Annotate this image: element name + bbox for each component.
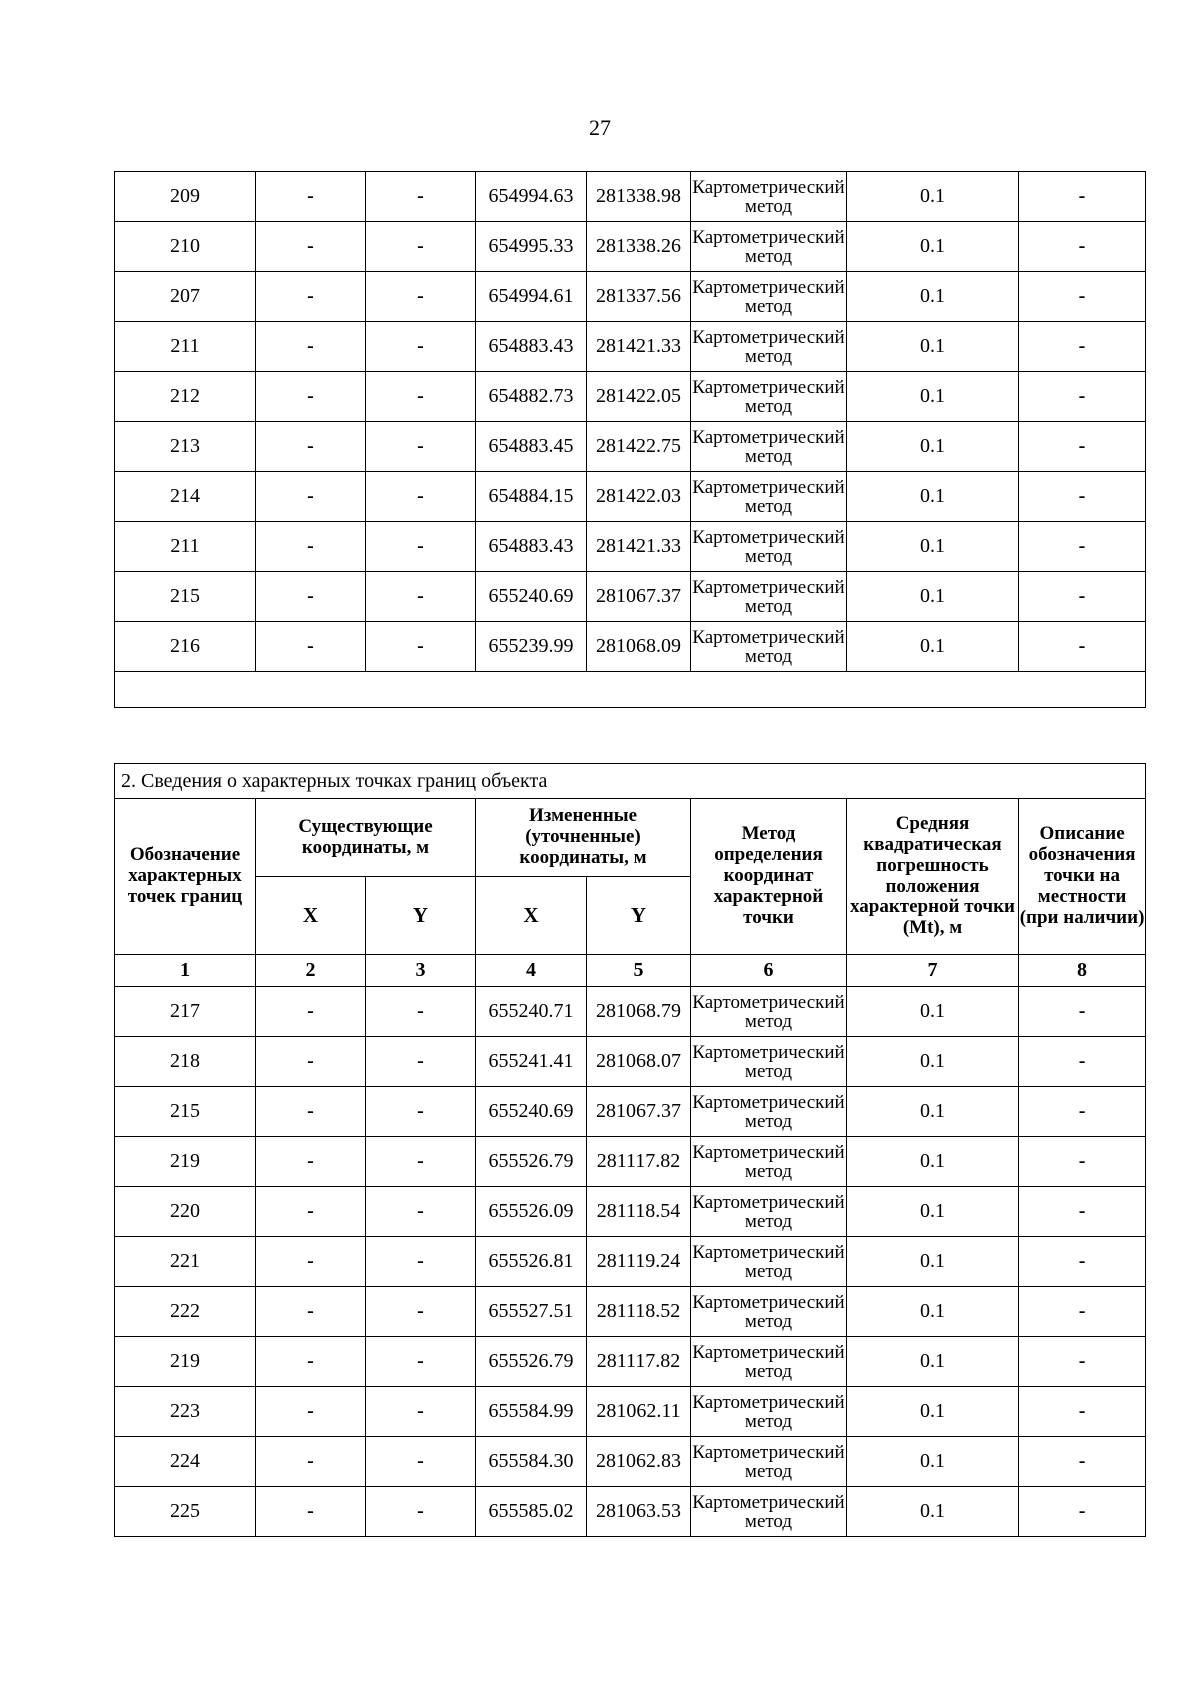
header-description: Описание обозначения точки на местности (при наличии): [1019, 799, 1146, 955]
cell-x: 654994.63: [476, 172, 587, 222]
cell-mt: 0.1: [847, 1337, 1019, 1387]
table-row: [115, 422, 1146, 472]
cell-mt: 0.1: [847, 422, 1019, 472]
cell-method: Картометрический метод: [691, 172, 847, 222]
cell-x: 654994.61: [476, 272, 587, 322]
cell-point: 217: [115, 987, 256, 1037]
cell-existing-x: -: [256, 1287, 366, 1337]
cell-point: 213: [115, 422, 256, 472]
table-caption-row: [115, 764, 1146, 799]
cell-existing-y: -: [366, 522, 476, 572]
cell-existing-y: -: [366, 622, 476, 672]
table-row: [115, 522, 1146, 572]
cell-existing-x: -: [256, 1387, 366, 1437]
boundary-points-table: [114, 763, 1146, 1537]
table-row: [115, 472, 1146, 522]
cell-existing-y: -: [366, 1337, 476, 1387]
cell-method: Картометрический метод: [691, 272, 847, 322]
cell-x: 654884.15: [476, 472, 587, 522]
cell-method: Картометрический метод: [691, 1187, 847, 1237]
cell-mt: 0.1: [847, 222, 1019, 272]
header-changed-coords: Измененные (уточненные) координаты, м: [476, 799, 691, 877]
cell-description: -: [1019, 1137, 1146, 1187]
cell-y: 281062.11: [587, 1387, 691, 1437]
cell-x: 655526.79: [476, 1137, 587, 1187]
cell-y: 281118.52: [587, 1287, 691, 1337]
cell-x: 655240.69: [476, 572, 587, 622]
cell-existing-x: -: [256, 1087, 366, 1137]
cell-description: -: [1019, 1437, 1146, 1487]
cell-description: -: [1019, 1037, 1146, 1087]
cell-mt: 0.1: [847, 622, 1019, 672]
cell-method: Картометрический метод: [691, 1487, 847, 1537]
table-row: [115, 622, 1146, 672]
cell-method: Картометрический метод: [691, 572, 847, 622]
cell-description: -: [1019, 1337, 1146, 1387]
table-row: [115, 1487, 1146, 1537]
cell-method: Картометрический метод: [691, 222, 847, 272]
column-number: 5: [587, 955, 691, 987]
cell-y: 281119.24: [587, 1237, 691, 1287]
cell-existing-x: -: [256, 522, 366, 572]
cell-y: 281118.54: [587, 1187, 691, 1237]
cell-point: 216: [115, 622, 256, 672]
cell-existing-y: -: [366, 272, 476, 322]
cell-method: Картометрический метод: [691, 1287, 847, 1337]
cell-method: Картометрический метод: [691, 522, 847, 572]
column-number: 2: [256, 955, 366, 987]
cell-method: Картометрический метод: [691, 322, 847, 372]
cell-method: Картометрический метод: [691, 622, 847, 672]
cell-existing-x: -: [256, 1187, 366, 1237]
cell-y: 281068.07: [587, 1037, 691, 1087]
cell-existing-x: -: [256, 1437, 366, 1487]
cell-existing-x: -: [256, 1337, 366, 1387]
cell-existing-x: -: [256, 1487, 366, 1537]
cell-x: 654995.33: [476, 222, 587, 272]
cell-description: -: [1019, 322, 1146, 372]
cell-x: 655527.51: [476, 1287, 587, 1337]
cell-description: -: [1019, 987, 1146, 1037]
cell-y: 281067.37: [587, 572, 691, 622]
cell-y: 281422.03: [587, 472, 691, 522]
cell-description: -: [1019, 472, 1146, 522]
cell-mt: 0.1: [847, 987, 1019, 1037]
cell-x: 655239.99: [476, 622, 587, 672]
table-row: [115, 272, 1146, 322]
cell-point: 214: [115, 472, 256, 522]
cell-mt: 0.1: [847, 1437, 1019, 1487]
cell-mt: 0.1: [847, 1387, 1019, 1437]
cell-existing-y: -: [366, 1287, 476, 1337]
cell-mt: 0.1: [847, 1287, 1019, 1337]
cell-method: Картометрический метод: [691, 472, 847, 522]
cell-existing-y: -: [366, 322, 476, 372]
table-row: [115, 1287, 1146, 1337]
column-number: 4: [476, 955, 587, 987]
cell-x: 655241.41: [476, 1037, 587, 1087]
column-number: 1: [115, 955, 256, 987]
cell-y: 281062.83: [587, 1437, 691, 1487]
table-row: [115, 572, 1146, 622]
cell-existing-y: -: [366, 572, 476, 622]
column-number: 6: [691, 955, 847, 987]
cell-existing-y: -: [366, 1137, 476, 1187]
cell-x: 655526.79: [476, 1337, 587, 1387]
table-row: [115, 322, 1146, 372]
cell-existing-x: -: [256, 422, 366, 472]
cell-description: -: [1019, 1237, 1146, 1287]
cell-description: -: [1019, 422, 1146, 472]
header-existing-coords: Существующие координаты, м: [256, 799, 476, 877]
cell-existing-y: -: [366, 472, 476, 522]
cell-x: 655240.71: [476, 987, 587, 1037]
header-method: Метод определения координат характерной точки: [691, 799, 847, 955]
cell-point: 211: [115, 322, 256, 372]
cell-existing-x: -: [256, 1037, 366, 1087]
cell-mt: 0.1: [847, 1237, 1019, 1287]
cell-y: 281067.37: [587, 1087, 691, 1137]
cell-method: Картометрический метод: [691, 1137, 847, 1187]
cell-point: 222: [115, 1287, 256, 1337]
cell-mt: 0.1: [847, 272, 1019, 322]
cell-x: 655526.81: [476, 1237, 587, 1287]
cell-existing-y: -: [366, 987, 476, 1037]
table-row: [115, 1337, 1146, 1387]
cell-mt: 0.1: [847, 322, 1019, 372]
cell-existing-x: -: [256, 1237, 366, 1287]
table-row: [115, 372, 1146, 422]
cell-description: -: [1019, 372, 1146, 422]
cell-x: 654883.43: [476, 522, 587, 572]
cell-x: 655526.09: [476, 1187, 587, 1237]
cell-existing-y: -: [366, 1087, 476, 1137]
cell-x: 655584.30: [476, 1437, 587, 1487]
cell-existing-x: -: [256, 987, 366, 1037]
cell-existing-x: -: [256, 272, 366, 322]
cell-y: 281421.33: [587, 322, 691, 372]
cell-y: 281117.82: [587, 1337, 691, 1387]
table-top-body: [115, 172, 1146, 672]
table-row: [115, 1387, 1146, 1437]
coordinates-table-continued: [114, 171, 1146, 708]
cell-mt: 0.1: [847, 1087, 1019, 1137]
cell-y: 281338.98: [587, 172, 691, 222]
cell-method: Картометрический метод: [691, 1387, 847, 1437]
cell-point: 215: [115, 1087, 256, 1137]
cell-existing-y: -: [366, 422, 476, 472]
cell-existing-x: -: [256, 572, 366, 622]
cell-method: Картометрический метод: [691, 422, 847, 472]
cell-y: 281421.33: [587, 522, 691, 572]
header-mt: Средняя квадратическая погрешность положения характерной точки (Mt), м: [847, 799, 1019, 955]
cell-method: Картометрический метод: [691, 1237, 847, 1287]
cell-y: 281068.79: [587, 987, 691, 1037]
header-existing-y: Y: [366, 877, 476, 955]
cell-existing-x: -: [256, 1137, 366, 1187]
cell-y: 281068.09: [587, 622, 691, 672]
table-row: [115, 1437, 1146, 1487]
table-row: [115, 172, 1146, 222]
cell-method: Картометрический метод: [691, 1437, 847, 1487]
cell-existing-x: -: [256, 172, 366, 222]
cell-description: -: [1019, 1487, 1146, 1537]
cell-point: 219: [115, 1337, 256, 1387]
cell-existing-y: -: [366, 1487, 476, 1537]
cell-point: 219: [115, 1137, 256, 1187]
cell-mt: 0.1: [847, 1187, 1019, 1237]
cell-existing-y: -: [366, 1437, 476, 1487]
cell-existing-x: -: [256, 322, 366, 372]
cell-mt: 0.1: [847, 572, 1019, 622]
cell-description: -: [1019, 1387, 1146, 1437]
cell-description: -: [1019, 222, 1146, 272]
cell-y: 281063.53: [587, 1487, 691, 1537]
cell-description: -: [1019, 1087, 1146, 1137]
header-existing-x: X: [256, 877, 366, 955]
table-row: [115, 222, 1146, 272]
cell-method: Картометрический метод: [691, 1037, 847, 1087]
cell-existing-y: -: [366, 372, 476, 422]
cell-mt: 0.1: [847, 472, 1019, 522]
cell-x: 655584.99: [476, 1387, 587, 1437]
cell-y: 281422.05: [587, 372, 691, 422]
cell-point: 221: [115, 1237, 256, 1287]
column-number-row: [115, 955, 1146, 987]
cell-existing-y: -: [366, 1187, 476, 1237]
cell-point: 207: [115, 272, 256, 322]
cell-description: -: [1019, 572, 1146, 622]
header-row-1: [115, 799, 1146, 877]
cell-y: 281337.56: [587, 272, 691, 322]
table-bottom-body: [115, 987, 1146, 1537]
cell-method: Картометрический метод: [691, 1337, 847, 1387]
cell-description: -: [1019, 272, 1146, 322]
cell-existing-y: -: [366, 1387, 476, 1437]
column-number: 7: [847, 955, 1019, 987]
cell-mt: 0.1: [847, 372, 1019, 422]
cell-x: 655585.02: [476, 1487, 587, 1537]
header-changed-x: X: [476, 877, 587, 955]
cell-point: 212: [115, 372, 256, 422]
cell-x: 654883.45: [476, 422, 587, 472]
cell-mt: 0.1: [847, 1137, 1019, 1187]
table-row: [115, 1087, 1146, 1137]
cell-description: -: [1019, 172, 1146, 222]
cell-point: 225: [115, 1487, 256, 1537]
table-row: [115, 1037, 1146, 1087]
cell-x: 654883.43: [476, 322, 587, 372]
cell-existing-x: -: [256, 472, 366, 522]
cell-point: 210: [115, 222, 256, 272]
cell-mt: 0.1: [847, 1487, 1019, 1537]
table-row: [115, 1187, 1146, 1237]
page-number: 27: [589, 115, 611, 140]
cell-x: 655240.69: [476, 1087, 587, 1137]
cell-y: 281422.75: [587, 422, 691, 472]
header-changed-y: Y: [587, 877, 691, 955]
column-number: 3: [366, 955, 476, 987]
cell-point: 215: [115, 572, 256, 622]
table-row: [115, 1237, 1146, 1287]
cell-y: 281338.26: [587, 222, 691, 272]
cell-description: -: [1019, 1287, 1146, 1337]
cell-point: 218: [115, 1037, 256, 1087]
table-row: [115, 987, 1146, 1037]
cell-point: 209: [115, 172, 256, 222]
cell-point: 223: [115, 1387, 256, 1437]
cell-existing-y: -: [366, 1037, 476, 1087]
cell-method: Картометрический метод: [691, 1087, 847, 1137]
cell-existing-x: -: [256, 622, 366, 672]
column-number: 8: [1019, 955, 1146, 987]
cell-description: -: [1019, 1187, 1146, 1237]
cell-point: 220: [115, 1187, 256, 1237]
cell-existing-y: -: [366, 172, 476, 222]
cell-existing-x: -: [256, 372, 366, 422]
cell-description: -: [1019, 622, 1146, 672]
header-point: Обозначение характерных точек границ: [115, 799, 256, 955]
cell-existing-x: -: [256, 222, 366, 272]
cell-mt: 0.1: [847, 1037, 1019, 1087]
table-row: [115, 1137, 1146, 1187]
cell-method: Картометрический метод: [691, 987, 847, 1037]
cell-x: 654882.73: [476, 372, 587, 422]
table-caption: 2. Сведения о характерных точках границ объекта: [115, 764, 1146, 799]
cell-existing-y: -: [366, 222, 476, 272]
cell-point: 211: [115, 522, 256, 572]
cell-mt: 0.1: [847, 522, 1019, 572]
table-empty-row: [115, 672, 1146, 708]
cell-method: Картометрический метод: [691, 372, 847, 422]
empty-cell: [115, 672, 1146, 708]
cell-y: 281117.82: [587, 1137, 691, 1187]
cell-point: 224: [115, 1437, 256, 1487]
cell-existing-y: -: [366, 1237, 476, 1287]
cell-mt: 0.1: [847, 172, 1019, 222]
cell-description: -: [1019, 522, 1146, 572]
